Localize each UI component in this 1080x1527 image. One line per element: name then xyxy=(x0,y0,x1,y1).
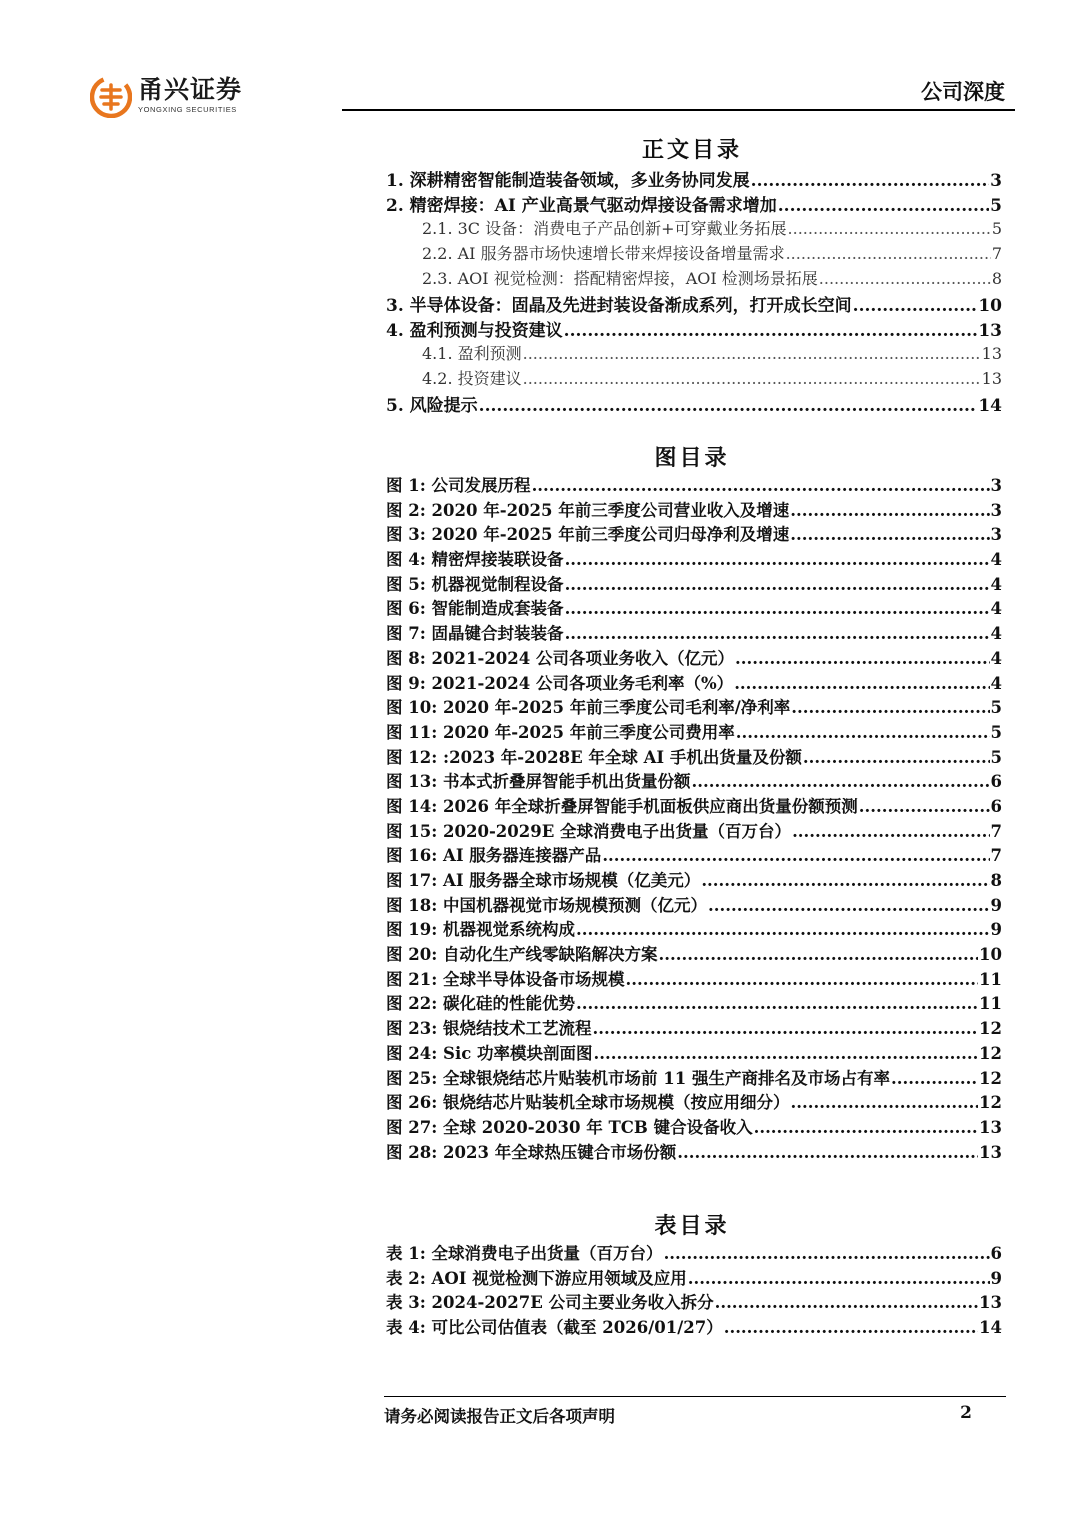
dot-leader xyxy=(724,1318,978,1337)
toc-item-page: 10 xyxy=(978,296,1002,316)
dot-leader xyxy=(602,846,989,865)
company-logo xyxy=(90,76,242,118)
figure-item-label: 图 10: 2020 年-2025 年前三季度公司毛利率/净利率 xyxy=(386,698,791,718)
logo-chinese-name: 甬兴证券 xyxy=(138,75,243,104)
toc-item-page: 5 xyxy=(990,196,1002,216)
figure-item-label: 图 19: 机器视觉系统构成 xyxy=(386,920,576,940)
table-item-label: 表 3: 2024-2027E 公司主要业务收入拆分 xyxy=(386,1293,714,1313)
document-type-label: 公司深度 xyxy=(921,79,1005,104)
dot-leader xyxy=(803,748,990,767)
dot-leader xyxy=(734,674,989,693)
yongxing-logo-icon xyxy=(90,76,132,118)
toc-item-page: 3 xyxy=(990,171,1002,191)
figure-item-page: 6 xyxy=(990,796,1002,816)
figure-item-page: 4 xyxy=(990,550,1002,570)
dot-leader xyxy=(701,871,989,890)
figure-item-label: 图 9: 2021-2024 公司各项业务毛利率（%） xyxy=(386,673,734,693)
toc-item-label: 3. 半导体设备：固晶及先进封装设备渐成系列，打开成长空间 xyxy=(386,296,852,316)
figure-item-page: 10 xyxy=(979,945,1002,965)
dot-leader xyxy=(819,269,991,288)
table-item-label: 表 1: 全球消费电子出货量（百万台） xyxy=(386,1244,663,1263)
figure-item[interactable] xyxy=(386,1040,1002,1065)
figure-item[interactable] xyxy=(386,1089,1002,1114)
figure-item[interactable] xyxy=(386,990,1002,1015)
figure-item-label: 图 5: 机器视觉制程设备 xyxy=(386,574,564,594)
dot-leader xyxy=(576,920,989,939)
toc-item-page: 8 xyxy=(991,269,1002,288)
figure-item-label: 图 21: 全球半导体设备市场规模 xyxy=(386,969,625,989)
toc-item[interactable] xyxy=(386,316,1002,341)
dot-leader xyxy=(626,970,978,989)
table-item-label: 表 2: AOI 视觉检测下游应用领域及应用 xyxy=(386,1268,687,1288)
figure-item[interactable] xyxy=(386,546,1002,571)
dot-leader xyxy=(791,698,989,717)
page-number: 2 xyxy=(960,1403,972,1423)
dot-leader xyxy=(792,822,989,841)
toc-item[interactable] xyxy=(386,216,1002,241)
figure-item-label: 图 17: AI 服务器全球市场规模（亿美元） xyxy=(386,871,701,890)
figures-list xyxy=(386,472,1002,1163)
dot-leader xyxy=(715,1293,978,1312)
dot-leader xyxy=(786,244,991,263)
figure-item[interactable] xyxy=(386,867,1002,892)
dot-leader xyxy=(479,396,978,416)
figure-item[interactable] xyxy=(386,472,1002,497)
figure-item-label: 图 22: 碳化硅的性能优势 xyxy=(386,994,576,1014)
figure-item[interactable] xyxy=(386,892,1002,917)
figure-item-label: 图 26: 银烧结芯片贴装机全球市场规模（按应用细分） xyxy=(386,1093,790,1113)
dot-leader xyxy=(778,196,989,216)
dot-leader xyxy=(735,649,990,668)
figure-item[interactable] xyxy=(386,620,1002,645)
figure-item[interactable] xyxy=(386,521,1002,546)
figure-item[interactable] xyxy=(386,793,1002,818)
figure-item[interactable] xyxy=(386,842,1002,867)
figure-item-label: 图 4: 精密焊接装联设备 xyxy=(386,550,564,570)
figure-item[interactable] xyxy=(386,818,1002,843)
logo-english-name: YONGXING SECURITIES xyxy=(138,105,237,114)
figure-item[interactable] xyxy=(386,595,1002,620)
dot-leader xyxy=(692,772,990,791)
toc-item[interactable] xyxy=(386,166,1002,191)
figure-item-page: 7 xyxy=(990,846,1002,866)
table-item-page: 6 xyxy=(990,1244,1002,1263)
table-item[interactable] xyxy=(386,1240,1002,1265)
figure-item-label: 图 12: :2023 年-2028E 年全球 AI 手机出货量及份额 xyxy=(386,747,802,767)
figure-item-label: 图 14: 2026 年全球折叠屏智能手机面板供应商出货量份额预测 xyxy=(386,796,858,816)
figure-item-page: 13 xyxy=(979,1142,1002,1162)
dot-leader xyxy=(565,575,990,594)
figure-item[interactable] xyxy=(386,1139,1002,1164)
figure-item-page: 4 xyxy=(990,574,1002,594)
figure-item-page: 13 xyxy=(979,1117,1002,1137)
figure-item-page: 5 xyxy=(990,747,1002,767)
dot-leader xyxy=(576,994,978,1013)
tables-title: 表目录 xyxy=(654,1213,730,1239)
figure-item-page: 4 xyxy=(990,624,1002,644)
figure-item[interactable] xyxy=(386,744,1002,769)
figure-item-page: 11 xyxy=(979,994,1002,1014)
figure-item-label: 图 7: 固晶键合封装装备 xyxy=(386,624,564,644)
toc-item-label: 2.1. 3C 设备：消费电子产品创新+可穿戴业务拓展 xyxy=(422,219,787,238)
toc-item-page: 5 xyxy=(991,219,1002,238)
figure-item-page: 7 xyxy=(990,821,1002,841)
figure-item-label: 图 3: 2020 年-2025 年前三季度公司归母净利及增速 xyxy=(386,525,790,545)
figure-item-page: 8 xyxy=(990,871,1002,890)
table-item-page: 13 xyxy=(979,1293,1002,1313)
toc-item-label: 4.2. 投资建议 xyxy=(422,369,522,388)
toc-item-page: 7 xyxy=(991,244,1002,263)
toc-item[interactable] xyxy=(386,366,1002,391)
dot-leader xyxy=(736,723,990,742)
page-footer xyxy=(384,1396,1006,1427)
toc-item[interactable] xyxy=(386,191,1002,216)
dot-leader xyxy=(565,599,990,618)
figure-item[interactable] xyxy=(386,670,1002,695)
dot-leader xyxy=(708,896,989,915)
header-divider xyxy=(342,109,1015,111)
figure-item[interactable] xyxy=(386,497,1002,522)
toc-item-page: 13 xyxy=(978,321,1002,341)
footer-divider xyxy=(384,1396,1006,1397)
dot-leader xyxy=(677,1143,978,1162)
figure-item[interactable] xyxy=(386,916,1002,941)
table-item[interactable] xyxy=(386,1314,1002,1339)
dot-leader xyxy=(790,501,989,520)
figure-item[interactable] xyxy=(386,645,1002,670)
figure-item[interactable] xyxy=(386,768,1002,793)
figure-item-label: 图 23: 银烧结技术工艺流程 xyxy=(386,1019,592,1039)
dot-leader xyxy=(790,525,989,544)
figure-item-label: 图 20: 自动化生产线零缺陷解决方案 xyxy=(386,945,658,965)
dot-leader xyxy=(664,1244,990,1263)
figure-item-page: 12 xyxy=(979,1043,1002,1063)
dot-leader xyxy=(751,171,989,191)
figure-item-label: 图 2: 2020 年-2025 年前三季度公司营业收入及增速 xyxy=(386,500,790,520)
dot-leader xyxy=(594,1044,979,1063)
toc-item-label: 4. 盈利预测与投资建议 xyxy=(386,321,563,341)
figure-item-page: 12 xyxy=(979,1093,1002,1113)
toc-item-label: 5. 风险提示 xyxy=(386,396,478,416)
figure-item[interactable] xyxy=(386,966,1002,991)
dot-leader xyxy=(859,797,990,816)
figure-item-page: 3 xyxy=(990,476,1002,495)
toc-item-page: 13 xyxy=(981,369,1002,388)
figure-item-page: 5 xyxy=(990,698,1002,718)
toc-item-label: 1. 深耕精密智能制造装备领域，多业务协同发展 xyxy=(386,171,750,191)
figure-item-page: 9 xyxy=(990,920,1002,940)
dot-leader xyxy=(565,624,990,643)
toc-title: 正文目录 xyxy=(641,137,742,163)
figure-item[interactable] xyxy=(386,1114,1002,1139)
figure-item-label: 图 1: 公司发展历程 xyxy=(386,476,531,495)
dot-leader xyxy=(565,550,990,569)
toc-item[interactable] xyxy=(386,341,1002,366)
table-item[interactable] xyxy=(386,1265,1002,1290)
figure-item-page: 3 xyxy=(990,525,1002,545)
figure-item-page: 11 xyxy=(979,969,1002,989)
dot-leader xyxy=(791,1093,978,1112)
figure-item-page: 5 xyxy=(990,722,1002,742)
figure-item-label: 图 8: 2021-2024 公司各项业务收入（亿元） xyxy=(386,648,734,668)
dot-leader xyxy=(523,369,981,388)
figure-item-label: 图 28: 2023 年全球热压键合市场份额 xyxy=(386,1142,677,1162)
toc-item-page: 14 xyxy=(978,396,1002,416)
figure-item-page: 9 xyxy=(990,895,1002,915)
figure-item[interactable] xyxy=(386,571,1002,596)
toc-item-label: 2. 精密焊接：AI 产业高景气驱动焊接设备需求增加 xyxy=(386,196,777,216)
dot-leader xyxy=(853,296,978,316)
figure-item[interactable] xyxy=(386,1065,1002,1090)
figure-item-label: 图 15: 2020-2029E 全球消费电子出货量（百万台） xyxy=(386,821,792,841)
dot-leader xyxy=(788,219,991,238)
figure-item-label: 图 27: 全球 2020-2030 年 TCB 键合设备收入 xyxy=(386,1117,753,1137)
table-item-label: 表 4: 可比公司估值表（截至 2026/01/27） xyxy=(386,1318,723,1338)
tables-list xyxy=(386,1240,1002,1339)
figure-item-page: 4 xyxy=(990,673,1002,693)
dot-leader xyxy=(593,1019,978,1038)
figure-item-label: 图 25: 全球银烧结芯片贴装机市场前 11 强生产商排名及市场占有率 xyxy=(386,1068,890,1088)
figure-item[interactable] xyxy=(386,1015,1002,1040)
toc-item[interactable] xyxy=(386,266,1002,291)
figure-item-label: 图 6: 智能制造成套装备 xyxy=(386,599,564,619)
toc-item[interactable] xyxy=(386,241,1002,266)
dot-leader xyxy=(688,1269,990,1288)
figure-item-page: 6 xyxy=(990,772,1002,792)
figure-item-page: 12 xyxy=(979,1019,1002,1039)
figure-item[interactable] xyxy=(386,941,1002,966)
page-header xyxy=(90,74,1015,124)
dot-leader xyxy=(659,945,978,964)
figure-item-page: 4 xyxy=(990,599,1002,619)
table-item[interactable] xyxy=(386,1289,1002,1314)
figure-item-page: 12 xyxy=(979,1068,1002,1088)
dot-leader xyxy=(564,321,978,341)
dot-leader xyxy=(754,1118,978,1137)
figure-item-label: 图 24: Sic 功率模块剖面图 xyxy=(386,1043,593,1063)
toc-item-label: 4.1. 盈利预测 xyxy=(422,344,522,363)
dot-leader xyxy=(532,476,990,495)
dot-leader xyxy=(523,344,981,363)
dot-leader xyxy=(891,1069,978,1088)
figure-item-label: 图 18: 中国机器视觉市场规模预测（亿元） xyxy=(386,895,708,915)
figure-item-label: 图 16: AI 服务器连接器产品 xyxy=(386,846,602,866)
footer-disclaimer: 请务必阅读报告正文后各项声明 xyxy=(384,1407,615,1426)
figure-item-label: 图 13: 书本式折叠屏智能手机出货量份额 xyxy=(386,772,691,792)
toc-item-label: 2.2. AI 服务器市场快速增长带来焊接设备增量需求 xyxy=(422,244,785,263)
figures-title: 图目录 xyxy=(654,445,730,471)
table-item-page: 9 xyxy=(990,1268,1002,1288)
toc-list xyxy=(386,166,1002,416)
figure-item[interactable] xyxy=(386,719,1002,744)
figure-item[interactable] xyxy=(386,694,1002,719)
toc-item-page: 13 xyxy=(981,344,1002,363)
toc-item-label: 2.3. AOI 视觉检测：搭配精密焊接，AOI 检测场景拓展 xyxy=(422,269,818,288)
toc-item[interactable] xyxy=(386,291,1002,316)
toc-item[interactable] xyxy=(386,391,1002,416)
figure-item-page: 4 xyxy=(990,648,1002,668)
table-item-page: 14 xyxy=(979,1318,1002,1338)
figure-item-page: 3 xyxy=(990,500,1002,520)
figure-item-label: 图 11: 2020 年-2025 年前三季度公司费用率 xyxy=(386,722,735,742)
